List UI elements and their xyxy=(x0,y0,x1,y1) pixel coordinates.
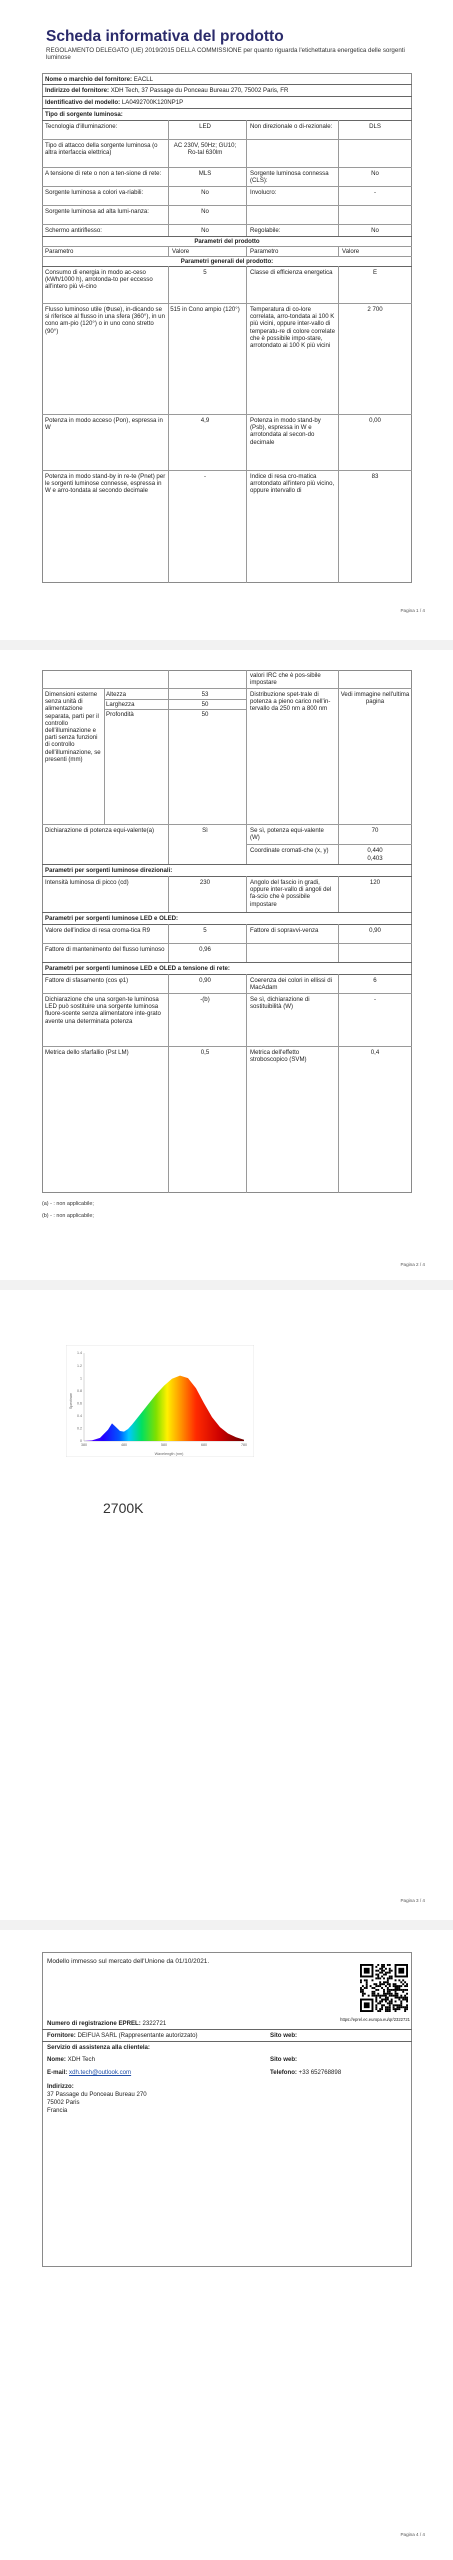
row-label: Regolabile: xyxy=(250,227,281,234)
dim-value: 50 xyxy=(201,711,209,718)
y-tick-label: 0.2 xyxy=(77,1426,82,1431)
registration-number: 2322721 xyxy=(142,2020,167,2027)
param-value: - xyxy=(373,996,377,1003)
cri-continued: valori IRC che è pos-sibile impostare xyxy=(250,672,321,687)
website-label: Sito web: xyxy=(270,2056,298,2063)
chroma-y: 0,403 xyxy=(367,855,383,862)
param-label: Angolo del fascio in gradi, oppure inter-vallo di angoli del fa-scio che è possibile impostare xyxy=(250,879,332,908)
y-axis-label: Spectrum xyxy=(69,1392,73,1410)
row-value: AC 230V, 50Hz; GU10; Ro-tal 630lm xyxy=(173,142,237,157)
param-value: 0,90 xyxy=(199,977,211,984)
y-tick-label: 1 xyxy=(80,1376,82,1381)
x-axis-label: Wavelength (nm) xyxy=(154,1452,184,1456)
row-label: Non direzionale o di-rezionale: xyxy=(250,123,333,130)
row-label: Schermo antiriflesso: xyxy=(45,227,102,234)
param-value: 0,4 xyxy=(370,1049,380,1056)
spectral-label: Distribuzione spet-trale di potenza a pieno carico nell'in-tervallo da 250 nm a 800 nm xyxy=(250,691,331,713)
row-value: No xyxy=(371,227,379,234)
supplier-address: XDH Tech, 37 Passage du Ponceau Bureau 270, 75002 Paris, FR xyxy=(110,87,289,94)
col-param-header: Parametro xyxy=(45,248,74,255)
equiv-w-label: Se sì, potenza equi-valente (W) xyxy=(250,827,324,842)
row-label: Sorgente luminosa a colori va-riabili: xyxy=(45,189,144,196)
address-label: Indirizzo: xyxy=(47,2083,74,2090)
supplier-address-row xyxy=(45,87,405,94)
param-value: 5 xyxy=(203,269,207,276)
y-tick-label: 0.4 xyxy=(77,1414,82,1419)
param-label: Classe di efficienza energetica xyxy=(250,269,333,276)
x-tick-label: 580 xyxy=(161,1443,167,1447)
market-intro: Modello immesso sul mercato dell'Unione da 01/10/2021. xyxy=(47,1958,210,1965)
page-1 xyxy=(0,0,453,640)
email-link[interactable]: xdh.tech@outlook.com xyxy=(69,2069,132,2076)
param-value: 83 xyxy=(371,473,379,480)
dim-key: Altezza xyxy=(106,691,126,698)
row-value: No xyxy=(371,170,379,177)
param-label: Potenza in modo acceso (Pon), espressa in W xyxy=(45,417,163,432)
dimensions-label: Dimensioni esterne senza unità di alimentazione separata, parti per il controllo dell'illuminazione e parti senza funzioni di controllo dell'illuminazione, se presenti (mm) xyxy=(45,691,101,763)
row-value: - xyxy=(373,189,377,196)
spectrum-chart xyxy=(66,1345,254,1457)
model-id: LA0492700K120NP1P xyxy=(121,99,184,106)
page-2 xyxy=(0,650,453,1280)
param-label: Intensità luminosa di picco (cd) xyxy=(45,879,129,886)
page-number: Pagina 3 / 4 xyxy=(400,1898,425,1903)
param-label: Fattore di mantenimento del flusso luminoso xyxy=(45,946,165,953)
cct-label: 2700K xyxy=(103,1500,144,1516)
y-tick-label: 0 xyxy=(80,1439,82,1444)
equiv-label: Dichiarazione di potenza equi-valente(a) xyxy=(45,827,155,834)
row-label: A tensione di rete o non a ten-sione di rete: xyxy=(45,170,162,177)
row-value: LED xyxy=(199,123,211,130)
row-label: Involucro: xyxy=(250,189,277,196)
dim-value: 50 xyxy=(201,701,209,708)
general-params-heading: Parametri generali del prodotto: xyxy=(180,258,274,265)
row-label: Tipo di attacco della sorgente luminosa (o altra interfaccia elettrica) xyxy=(45,142,158,157)
param-label: Potenza in modo stand-by (Psb), espressa in W e arrotondata al secon-do decimale xyxy=(250,417,321,446)
footnote-a: (a) - : non applicabile; xyxy=(42,1201,94,1207)
registration-label: Numero di registrazione EPREL: xyxy=(47,2020,141,2027)
regulation-subtitle: REGOLAMENTO DELEGATO (UE) 2019/2015 DELLA COMMISSIONE per quanto riguarda l'etichettatura energetica delle sorgenti luminose xyxy=(46,47,405,62)
name-value: XDH Tech xyxy=(67,2056,95,2063)
param-value: 0,5 xyxy=(200,1049,210,1056)
phone-value: +33 652768898 xyxy=(298,2069,342,2076)
page-number: Pagina 1 / 4 xyxy=(400,608,425,613)
param-label: Flusso luminoso utile (Φuse), in-dicando se si riferisce al flusso in una sfera (360°), in un cono am-pio (120°) o in uno cono stretto (90°) xyxy=(45,306,165,335)
x-tick-label: 780 xyxy=(241,1443,247,1447)
row-value: No xyxy=(201,208,209,215)
equiv-w-value: 70 xyxy=(371,827,379,834)
param-value: 0,90 xyxy=(369,927,381,934)
row-label: Tecnologia d'illuminazione: xyxy=(45,123,118,130)
source-type-heading: Tipo di sorgente luminosa: xyxy=(45,111,123,118)
name-label: Nome: xyxy=(47,2056,66,2063)
row-value: MLS xyxy=(198,170,212,177)
qr-code-icon[interactable] xyxy=(360,1964,408,2012)
y-tick-label: 0.6 xyxy=(77,1401,82,1406)
page-number: Pagina 4 / 4 xyxy=(400,2532,425,2537)
row-value: DLS xyxy=(369,123,381,130)
row-value: No xyxy=(201,189,209,196)
supplier-label: Fornitore: xyxy=(47,2032,76,2039)
spectral-value: Vedi immagine nell'ultima pagina xyxy=(340,691,410,706)
param-label: Temperatura di co-lore correlata, arro-tondata ai 100 K più vicini, oppure inter-vallo di temperatu-re di colore correlate che è possibile impo-stare, arrotondato ai 100 K più vicini xyxy=(250,306,336,350)
param-label: Fattore di sfasamento (cos φ1) xyxy=(45,977,129,984)
dim-key: Larghezza xyxy=(106,701,135,708)
name-row xyxy=(47,2056,257,2063)
address-line: Francia xyxy=(47,2107,68,2114)
model-label: Identificativo del modello: xyxy=(45,99,121,106)
param-label: Metrica dell'effetto stroboscopico (SVM) xyxy=(250,1049,307,1064)
model-row xyxy=(45,99,405,106)
x-tick-label: 380 xyxy=(81,1443,87,1447)
mains-heading: Parametri per sorgenti luminose LED e OLED a tensione di rete: xyxy=(45,965,230,972)
param-label: Dichiarazione che una sorgen-te luminosa LED può sostituire una sorgente luminosa fluore-scente senza alimentatore inte-grato avente una determinata potenza xyxy=(45,996,161,1025)
dim-key: Profondità xyxy=(106,711,134,718)
page-title: Scheda informativa del prodotto xyxy=(46,28,284,45)
y-tick-label: 1.4 xyxy=(77,1351,82,1356)
row-label: Sorgente luminosa connessa (CLS): xyxy=(250,170,329,185)
address-line: 75002 Paris xyxy=(47,2099,80,2106)
phone-label: Telefono: xyxy=(270,2069,297,2076)
param-label: Consumo di energia in modo ac-ceso (kWh/1000 h), arrotonda-to per eccesso all'intero più vi-cino xyxy=(45,269,153,291)
product-params-heading: Parametri del prodotto xyxy=(194,238,260,245)
param-label: Coerenza dei colori in ellissi di MacAdam xyxy=(250,977,332,992)
row-value: No xyxy=(201,227,209,234)
supplier-address-label: Indirizzo del fornitore: xyxy=(45,87,109,94)
phone-row xyxy=(270,2069,400,2076)
email-row xyxy=(47,2069,257,2076)
customer-service-heading: Servizio di assistenza alla clientela: xyxy=(47,2044,150,2051)
registration-row xyxy=(47,2020,267,2027)
param-label: Metrica dello sfarfallio (Pst LM) xyxy=(45,1049,129,1056)
y-tick-label: 1.2 xyxy=(77,1363,82,1368)
param-value: 120 xyxy=(369,879,381,886)
param-value: 6 xyxy=(373,977,377,984)
page-number: Pagina 2 / 4 xyxy=(400,1262,425,1267)
param-value: 0,00 xyxy=(369,417,381,424)
param-value: 4,9 xyxy=(200,417,210,424)
directional-heading: Parametri per sorgenti luminose direzionali: xyxy=(45,867,173,874)
supplier-name-row xyxy=(45,76,345,83)
param-value: E xyxy=(372,269,378,276)
x-tick-label: 680 xyxy=(201,1443,207,1447)
param-value: 2 700 xyxy=(367,306,383,313)
param-value: - xyxy=(203,473,207,480)
param-value: -(b) xyxy=(200,996,210,1003)
supplier-name: EACLL xyxy=(133,76,154,83)
col-value-header: Valore xyxy=(342,248,360,255)
supplier-row xyxy=(47,2032,267,2039)
footnote-b: (b) - : non applicabile; xyxy=(42,1213,94,1219)
led-heading: Parametri per sorgenti luminose LED e OLED: xyxy=(45,915,179,922)
col-value-header: Valore xyxy=(172,248,190,255)
address-line: 37 Passage du Ponceau Bureau 270 xyxy=(47,2091,147,2098)
param-value: 230 xyxy=(199,879,211,886)
param-label: Potenza in modo stand-by in re-te (Pnet) per le sorgenti luminose connesse, espressa in W e arro-tondata al secondo decimale xyxy=(45,473,166,495)
equiv-value: Sì xyxy=(202,827,208,834)
qr-url[interactable]: https://eprel.ec.europa.eu/qr/2322721 xyxy=(340,2017,410,2022)
dim-value: 53 xyxy=(201,691,209,698)
param-value: 0,96 xyxy=(199,946,211,953)
page-4 xyxy=(0,1930,453,2560)
y-tick-label: 0.8 xyxy=(77,1388,82,1393)
param-label: Se sì, dichiarazione di sostituibilità (W) xyxy=(250,996,310,1011)
param-label: Fattore di sopravvi-venza xyxy=(250,927,319,934)
supplier-value: DEIFUA SARL (Rappresentante autorizzato) xyxy=(77,2032,198,2039)
email-label: E-mail: xyxy=(47,2069,68,2076)
param-label: Valore dell'indice di resa croma-tica R9 xyxy=(45,927,151,934)
website-label: Sito web: xyxy=(270,2032,298,2039)
chroma-x: 0,440 xyxy=(367,847,383,854)
param-value: 515 in Cono ampio (120°) xyxy=(170,306,240,313)
supplier-name-label: Nome o marchio del fornitore: xyxy=(45,76,133,83)
param-label: Indice di resa cro-matica arrotondato all'intero più vicino, oppure intervallo di xyxy=(250,473,335,495)
param-value: 5 xyxy=(203,927,207,934)
row-label: Sorgente luminosa ad alta lumi-nanza: xyxy=(45,208,149,215)
x-tick-label: 480 xyxy=(121,1443,127,1447)
chroma-label: Coordinate cromati-che (x, y) xyxy=(250,847,329,854)
col-param-header: Parametro xyxy=(250,248,279,255)
